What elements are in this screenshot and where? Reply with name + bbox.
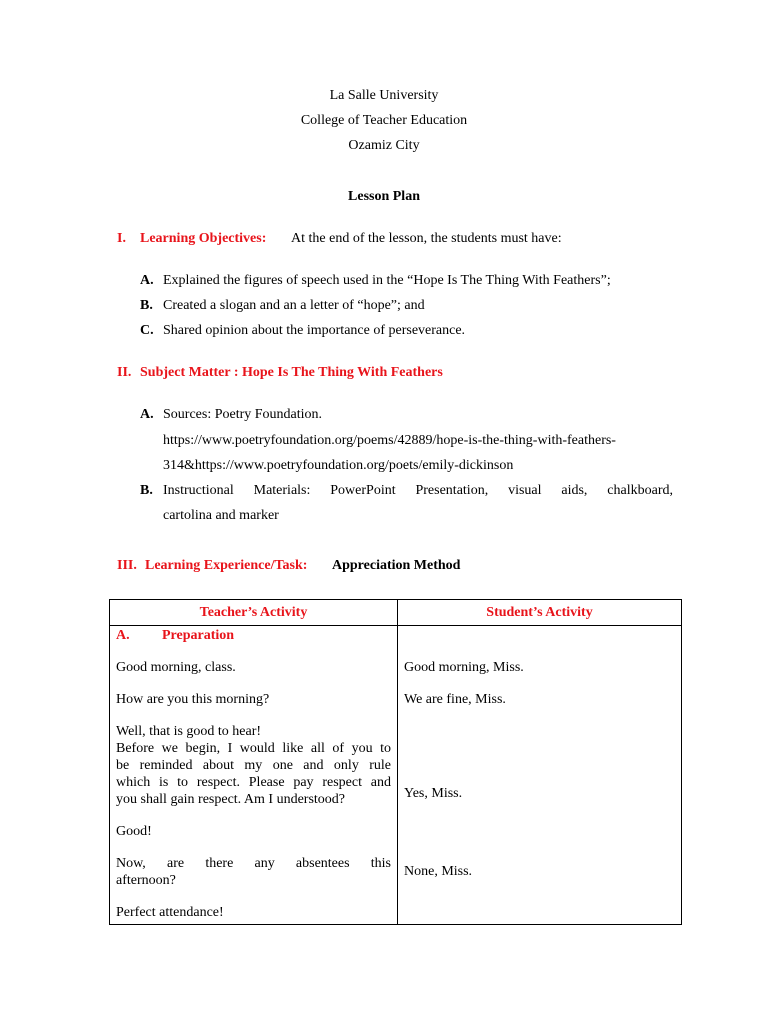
teacher-line-rule-4: you shall gain respect. Am I understood? — [116, 792, 346, 807]
teacher-activity-cell — [110, 626, 398, 925]
section-1-title: Learning Objectives: — [140, 231, 267, 246]
section-1-intro: At the end of the lesson, the students must have: — [291, 231, 562, 246]
objective-b-text: Created a slogan and an a letter of “hope”; and — [163, 298, 425, 313]
objective-c-letter: C. — [140, 323, 154, 338]
document-title: Lesson Plan — [348, 189, 420, 204]
teacher-line-good: Good! — [116, 824, 152, 839]
teacher-line-rule-2: be reminded about my one and only rule — [116, 758, 391, 773]
preparation-letter: A. — [116, 628, 130, 643]
student-activity-header: Student’s Activity — [398, 600, 682, 626]
section-3-title: Learning Experience/Task: — [145, 558, 308, 573]
subject-a-letter: A. — [140, 407, 154, 422]
materials-line-1: Instructional Materials: PowerPoint Presentation, visual aids, chalkboard, — [163, 483, 673, 498]
objective-b-letter: B. — [140, 298, 153, 313]
objective-a-text: Explained the figures of speech used in the “Hope Is The Thing With Feathers”; — [163, 273, 611, 288]
student-line-yes: Yes, Miss. — [404, 786, 463, 801]
section-2-number: II. — [117, 365, 132, 380]
section-2-title: Subject Matter : Hope Is The Thing With Feathers — [140, 365, 443, 380]
preparation-title: Preparation — [162, 628, 235, 643]
city-name: Ozamiz City — [348, 138, 420, 153]
teacher-line-rule-1: Before we begin, I would like all of you to — [116, 741, 391, 756]
student-line-fine: We are fine, Miss. — [404, 692, 506, 707]
sources-text: Sources: Poetry Foundation. — [163, 407, 323, 422]
student-line-greeting: Good morning, Miss. — [404, 660, 524, 675]
section-1-number: I. — [117, 231, 126, 246]
section-3-number: III. — [117, 558, 137, 573]
student-line-none: None, Miss. — [404, 864, 473, 879]
objective-a-letter: A. — [140, 273, 154, 288]
section-3-method: Appreciation Method — [332, 558, 461, 573]
source-link-2[interactable]: 314&https://www.poetryfoundation.org/poets/emily-dickinson — [163, 458, 514, 473]
teacher-line-greeting: Good morning, class. — [116, 660, 236, 675]
teacher-line-absentees-1: Now, are there any absentees this — [116, 856, 391, 871]
college-name: College of Teacher Education — [300, 113, 468, 128]
materials-line-2: cartolina and marker — [163, 508, 279, 523]
teacher-line-good-to-hear: Well, that is good to hear! — [116, 724, 262, 739]
source-link-1[interactable]: https://www.poetryfoundation.org/poems/42889/hope-is-the-thing-with-feathers- — [163, 433, 616, 448]
teacher-line-rule-3: which is to respect. Please pay respect and — [116, 775, 391, 790]
objective-c-text: Shared opinion about the importance of perseverance. — [163, 323, 466, 338]
teacher-line-absentees-2: afternoon? — [116, 873, 176, 888]
teacher-line-attendance: Perfect attendance! — [116, 905, 224, 920]
student-activity-cell — [398, 626, 682, 925]
university-name: La Salle University — [329, 88, 439, 103]
teacher-activity-header: Teacher’s Activity — [110, 600, 398, 626]
subject-b-letter: B. — [140, 483, 153, 498]
teacher-line-how-are-you: How are you this morning? — [116, 692, 270, 707]
activity-table — [109, 599, 682, 925]
